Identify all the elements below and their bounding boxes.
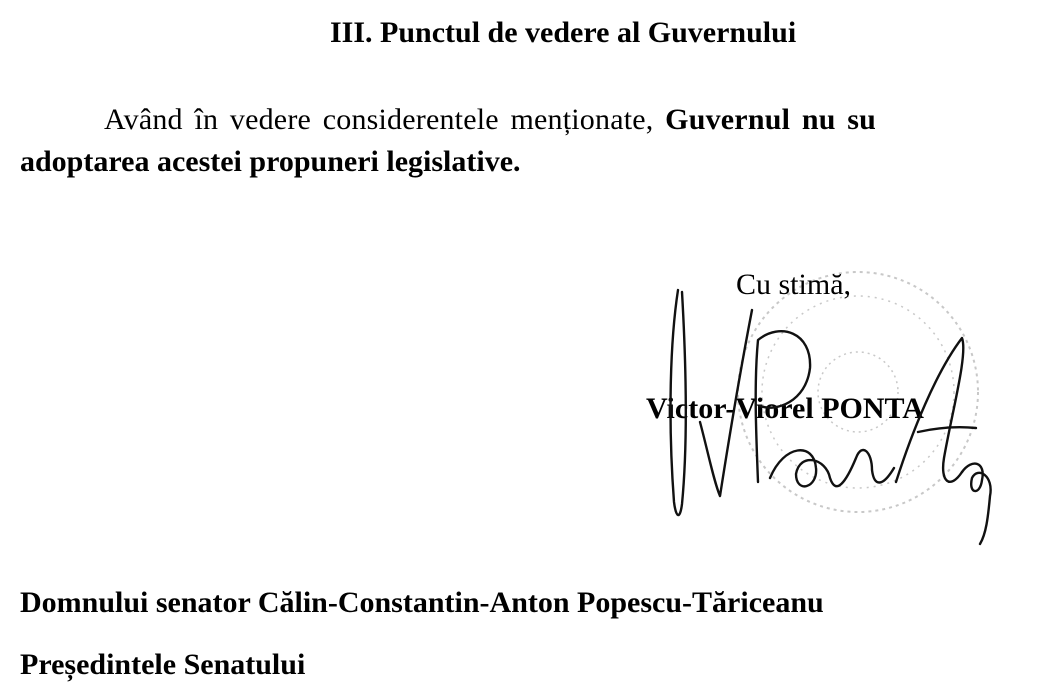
- closing-salutation: Cu stimă,: [736, 268, 852, 301]
- signature-stroke: [700, 310, 752, 496]
- paragraph-regular-text: Având în vedere considerentele menționate,: [104, 103, 666, 136]
- signature-stroke: [671, 290, 686, 515]
- signature-stroke: [918, 427, 976, 432]
- signature-stroke: [896, 338, 963, 482]
- paragraph-line-1: [104, 103, 876, 137]
- paragraph-line-2: adoptarea acestei propuneri legislative.: [20, 145, 521, 178]
- addressee-title-line: Președintele Senatului: [20, 648, 306, 681]
- signature-stroke: [770, 450, 894, 486]
- handwritten-signature: [650, 282, 1010, 552]
- signature-stroke: [962, 464, 991, 544]
- addressee-name-line: Domnului senator Călin-Constantin-Anton Popescu-Tăriceanu: [20, 586, 824, 619]
- signatory-name: Victor-Viorel PONTA: [646, 392, 924, 425]
- paragraph-bold-text: Guvernul nu su: [665, 103, 877, 136]
- section-heading: III. Punctul de vedere al Guvernului: [330, 16, 797, 49]
